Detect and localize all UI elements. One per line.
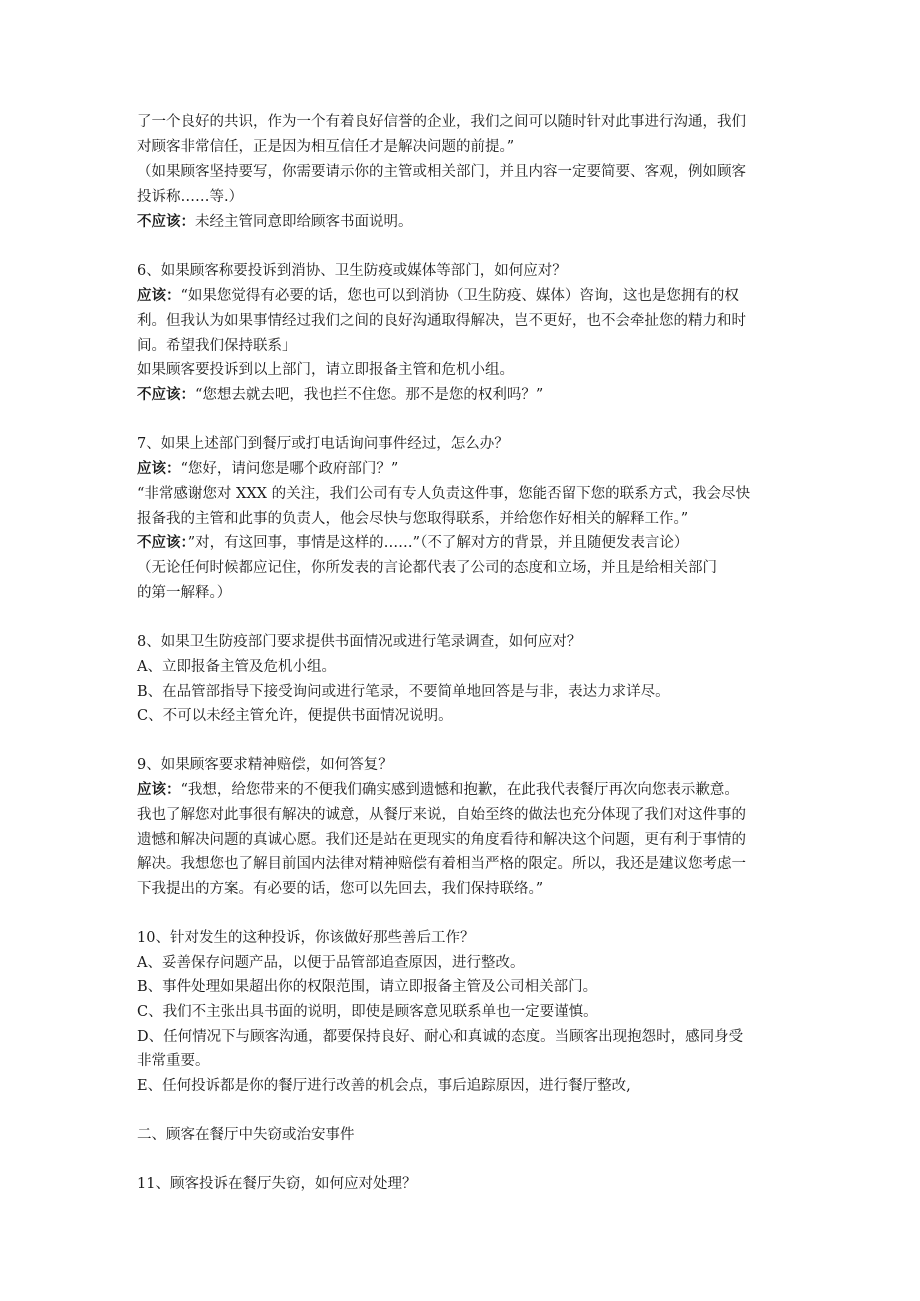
paragraph-line: 的第一解释。） — [137, 585, 232, 601]
list-item: C、我们不主张出具书面的说明，即使是顾客意见联系单也一定要谨慎。 — [137, 1004, 598, 1020]
paragraph-line: 下我提出的方案。有必要的话，您可以先回去，我们保持联络。” — [137, 881, 544, 897]
paragraph-line: 间。希望我们保持联系」 — [137, 338, 297, 354]
list-item: C、不可以未经主管允许，便提供书面情况说明。 — [137, 708, 453, 724]
should-not-text: ”对，有这回事，事情是这样的……”（不了解对方的背景，并且随便发表言论） — [187, 535, 689, 551]
should-label: 应该： — [137, 782, 181, 798]
should-not-label: 不应该： — [137, 214, 195, 230]
paragraph-line: 投诉称……等.） — [137, 189, 244, 205]
paragraph-line: 了一个良好的共识，作为一个有着良好信誉的企业，我们之间可以随时针对此事进行沟通，我们 — [137, 114, 746, 130]
should-label: 应该： — [137, 288, 181, 304]
paragraph-line: 如果顾客要投诉到以上部门，请立即报备主管和危机小组。 — [137, 362, 514, 378]
list-item: E、任何投诉都是你的餐厅进行改善的机会点，事后追踪原因，进行餐厅整改, — [137, 1078, 631, 1094]
should-line — [137, 459, 787, 479]
list-item: D、任何情况下与顾客沟通，都要保持良好、耐心和真诚的态度。当顾客出现抱怨时，感同身受 — [137, 1029, 744, 1045]
paragraph-line: 遗憾和解决问题的真诚心愿。我们还是站在更现实的角度看待和解决这个问题，更有利于事情的 — [137, 832, 746, 848]
list-item: A、立即报备主管及危机小组。 — [137, 659, 336, 675]
paragraph-line: 报备我的主管和此事的负责人，他会尽快与您取得联系，并给您作好相关的解释工作。” — [137, 511, 689, 527]
paragraph-line: 对顾客非常信任，正是因为相互信任才是解决问题的前提。” — [137, 139, 515, 155]
paragraph-line: 利。但我认为如果事情经过我们之间的良好沟通取得解决，岂不更好，也不会牵扯您的精力和时 — [137, 313, 746, 329]
list-item: B、在品管部指导下接受询问或进行笔录，不要简单地回答是与非，表达力求详尽。 — [137, 684, 670, 700]
question-7-title: 7、如果上述部门到餐厅或打电话询问事件经过，怎么办？ — [137, 436, 509, 452]
should-text: “我想，给您带来的不便我们确实感到遗憾和抱歉，在此我代表餐厅再次向您表示歉意。 — [180, 782, 739, 798]
list-item-continuation: 非常重要。 — [137, 1053, 210, 1069]
should-label: 应该： — [137, 461, 181, 477]
section-heading: 二、顾客在餐厅中失窃或治安事件 — [137, 1127, 355, 1143]
question-11-title: 11、顾客投诉在餐厅失窃，如何应对处理？ — [137, 1176, 417, 1192]
question-8-title: 8、如果卫生防疫部门要求提供书面情况或进行笔录调查，如何应对？ — [137, 634, 582, 650]
question-6-title: 6、如果顾客称要投诉到消协、卫生防疫或媒体等部门，如何应对？ — [137, 263, 567, 279]
should-text: “您好，请问您是哪个政府部门？” — [180, 461, 399, 477]
should-line — [137, 780, 787, 800]
question-10-title: 10、针对发生的这种投诉，你该做好那些善后工作？ — [137, 930, 475, 946]
should-not-label: 不应该： — [137, 535, 188, 551]
paragraph-line: 我也了解您对此事很有解决的诚意，从餐厅来说，自始至终的做法也充分体现了我们对这件事的 — [137, 807, 746, 823]
should-line — [137, 286, 787, 306]
should-not-line — [137, 385, 787, 405]
should-not-line — [137, 212, 787, 232]
should-not-text: 未经主管同意即给顾客书面说明。 — [195, 214, 413, 230]
paragraph-line: “非常感谢您对 XXX 的关注，我们公司有专人负责这件事，您能否留下您的联系方式，我会尽快 — [137, 486, 751, 502]
should-not-line — [137, 533, 787, 553]
question-9-title: 9、如果顾客要求精神赔偿，如何答复？ — [137, 757, 393, 773]
should-text: “如果您觉得有必要的话，您也可以到消协（卫生防疫、媒体）咨询，这也是您拥有的权 — [180, 288, 739, 304]
should-not-text: “您想去就去吧，我也拦不住您。那不是您的权利吗？” — [195, 387, 544, 403]
list-item: A、妥善保存问题产品，以便于品管部追查原因，进行整改。 — [137, 955, 525, 971]
list-item: B、事件处理如果超出你的权限范围，请立即报备主管及公司相关部门。 — [137, 979, 598, 995]
should-not-label: 不应该： — [137, 387, 195, 403]
paragraph-line: （如果顾客坚持要写，你需要请示你的主管或相关部门，并且内容一定要简要、客观，例如顾客 — [137, 164, 746, 180]
paragraph-line: （无论任何时候都应记住，你所发表的言论都代表了公司的态度和立场，并且是给相关部门 — [137, 560, 717, 576]
paragraph-line: 解决。我想您也了解目前国内法律对精神赔偿有着相当严格的限定。所以，我还是建议您考虑一 — [137, 856, 746, 872]
